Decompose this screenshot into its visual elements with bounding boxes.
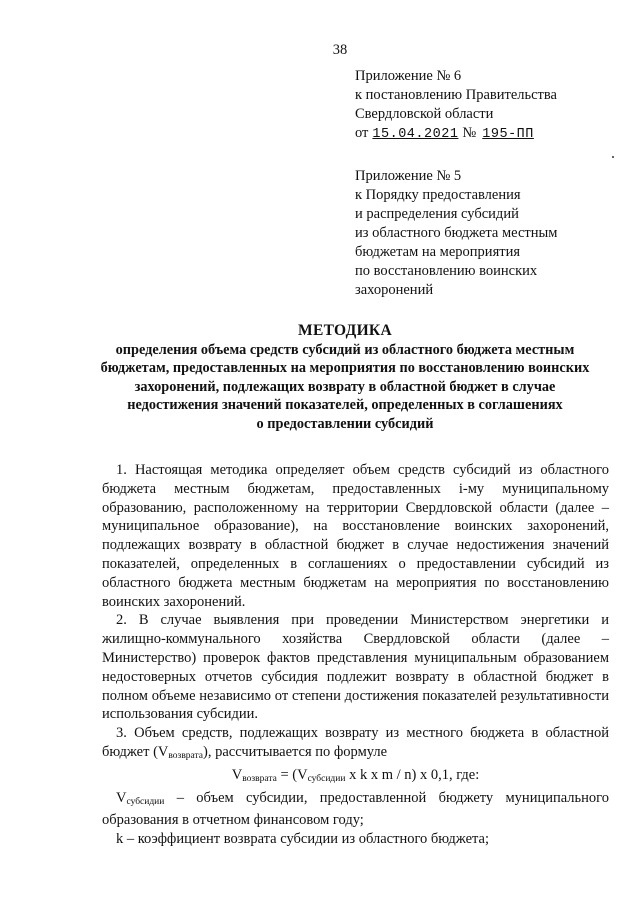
paragraph-3-text: ), рассчитывается по формуле: [203, 743, 388, 760]
definition-k: k – коэффициент возврата субсидии из областного бюджета;: [116, 831, 490, 848]
appendix-5-line: бюджетам на мероприятия: [355, 244, 521, 260]
title-line: определения объема средств субсидий из областного бюджета местным: [115, 341, 575, 358]
paragraph-3-text: 3. Объем средств, подлежащих возврату из местного бюджета в областной бюджет (V: [102, 725, 609, 760]
title-line: о предоставлении субсидий: [256, 415, 434, 432]
subscript: субсидии: [126, 796, 165, 807]
definition-text: – объем субсидии, предоставленной бюджету муниципального образования в отчетном финансовом году;: [102, 789, 609, 829]
paragraph-2: 2. В случае выявления при проведении Министерством энергетики и жилищно-коммунального хозяйства Свердловской области (далее – Министерство) проверок фактов представления муниципальным образованием недостоверных отчетов субсидия подлежит возврату в областной бюджет в полном объеме независимо от степени достижения показателей результативности использования субсидии.: [102, 612, 609, 723]
formula-part: = (V: [276, 766, 308, 783]
decree-date: 15.04.2021: [372, 127, 459, 142]
formula-part: V: [231, 766, 243, 783]
title-line: захоронений, подлежащих возврату в областной бюджет в случае: [134, 378, 556, 395]
subscript: возврата: [242, 773, 277, 784]
paragraph-1: 1. Настоящая методика определяет объем средств субсидий из областного бюджета местным бюджетам, предоставленных i-му муниципальному образованию, расположенному на территории Свердловской области (далее – муниципальное образование), на восстановление воинских захоронений, подлежащих возврату в областной бюджет в случае недостижения значений показателей, определенных в соглашениях о предоставлении субсидий из областного бюджета местным бюджетам на мероприятия по восстановлению воинских захоронений.: [102, 462, 609, 610]
appendix-6-header: [355, 67, 557, 144]
date-prefix: от: [355, 125, 369, 141]
appendix-5-line: по восстановлению воинских: [355, 263, 538, 279]
document-title: [78, 322, 612, 434]
appendix-5-header: [355, 167, 557, 300]
title-line: недостижения значений показателей, определенных в соглашениях: [127, 397, 563, 414]
definition-v-subsidy: [102, 789, 609, 831]
title-main: МЕТОДИКА: [298, 322, 392, 339]
subscript: возврата: [168, 750, 204, 761]
appendix-5-line: из областного бюджета местным: [355, 225, 558, 241]
appendix-5-line: и распределения субсидий: [355, 206, 519, 222]
formula: [102, 766, 609, 789]
number-prefix: №: [462, 125, 477, 141]
decree-number: 195-ПП: [482, 127, 534, 142]
page-number: 38: [332, 42, 348, 58]
appendix-5-line: захоронений: [355, 282, 434, 298]
title-line: бюджетам, предоставленных на мероприятия по восстановлению воинских: [100, 360, 590, 377]
appendix-5-line: к Порядку предоставления: [355, 187, 521, 203]
document-body: [102, 461, 609, 849]
appendix-6-line: Приложение № 6: [355, 68, 462, 84]
appendix-6-line: Свердловской области: [355, 106, 494, 122]
formula-part: x k x m / n) x 0,1, где:: [345, 766, 480, 783]
paragraph-3: [102, 724, 609, 766]
decree-date-number-line: [355, 124, 557, 144]
subscript: субсидии: [307, 773, 346, 784]
appendix-5-line: Приложение № 5: [355, 168, 462, 184]
appendix-6-line: к постановлению Правительства: [355, 87, 557, 103]
scan-dot: [612, 156, 614, 158]
definition-symbol: V: [116, 789, 127, 806]
